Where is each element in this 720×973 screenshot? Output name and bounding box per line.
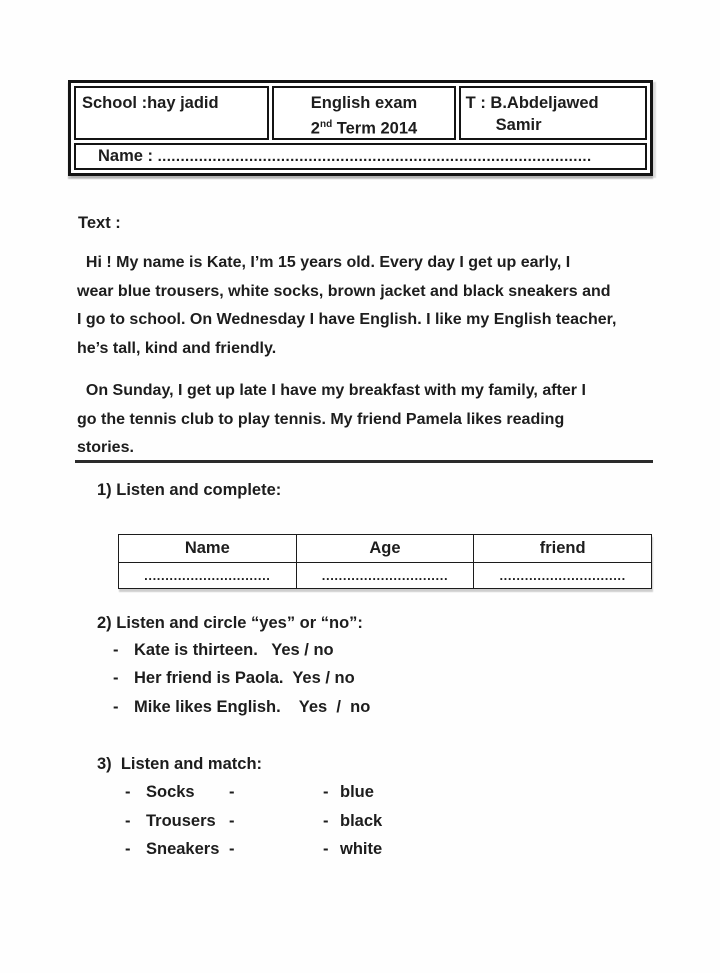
name-field: [74, 143, 647, 170]
match-right-white: white: [340, 840, 383, 858]
question-3-heading: 3) Listen and match:: [97, 755, 263, 773]
match-row: [125, 812, 382, 841]
bullet-dash: -: [323, 811, 329, 830]
answer-blank-friend: ..............................: [474, 563, 652, 589]
term-ordinal-suffix: nd: [319, 119, 333, 130]
text-section-label: Text :: [78, 214, 121, 232]
header-row-1: [74, 86, 647, 140]
bullet-dash: -: [113, 697, 119, 716]
term-year: Term 2014: [332, 119, 418, 138]
reading-paragraph-2: [77, 377, 586, 463]
paragraph-line: stories.: [77, 439, 134, 456]
exam-title-cell: [272, 86, 455, 140]
header-table: [68, 80, 653, 176]
match-right-blue: blue: [340, 783, 374, 801]
column-header-age: Age: [296, 535, 474, 563]
match-left-trousers: Trousers: [146, 811, 216, 830]
bullet-dash: -: [113, 641, 119, 659]
teacher-line2: Samir: [495, 116, 542, 134]
match-connector-dash: -: [229, 783, 235, 801]
exam-title-line1: English exam: [310, 94, 418, 112]
answer-blank-age: ..............................: [296, 563, 474, 589]
bullet-dash: -: [125, 840, 131, 858]
divider-line: [75, 460, 653, 463]
bullet-dash: -: [323, 783, 329, 801]
term-number: 2: [310, 119, 320, 138]
column-header-name: Name: [119, 535, 297, 563]
paragraph-line: wear blue trousers, white socks, brown jacket and black sneakers and: [77, 282, 611, 300]
school-label: School :hay jadid: [82, 94, 219, 112]
list-item: [113, 641, 370, 669]
name-label: Name :: [98, 147, 158, 165]
match-right-black: black: [340, 811, 383, 830]
circle-statement-1: Kate is thirteen. Yes / no: [134, 641, 334, 659]
circle-statement-2: Her friend is Paola. Yes / no: [134, 669, 355, 688]
circle-yes-no-list: [113, 641, 370, 726]
paragraph-line: On Sunday, I get up late I have my breakfast with my family, after I: [77, 382, 586, 399]
table-answer-row: [119, 563, 652, 589]
table-header-row: [119, 535, 652, 563]
teacher-cell: [459, 86, 647, 140]
paragraph-line: go the tennis club to play tennis. My friend Pamela likes reading: [77, 410, 565, 428]
teacher-line1: T : B.Abdeljawed: [465, 94, 599, 112]
list-item: [113, 698, 370, 726]
bullet-dash: -: [125, 811, 131, 830]
match-row: [125, 840, 382, 869]
match-list: [125, 783, 382, 869]
list-item: [113, 669, 370, 697]
school-cell: [74, 86, 269, 140]
answer-blank-name: ..............................: [119, 563, 297, 589]
paragraph-line: he’s tall, kind and friendly.: [77, 339, 277, 357]
exam-title-line2: [274, 114, 453, 140]
circle-statement-3: Mike likes English. Yes / no: [134, 697, 371, 716]
bullet-dash: -: [125, 783, 131, 801]
match-left-socks: Socks: [146, 783, 195, 801]
question-1-heading: 1) Listen and complete:: [97, 481, 282, 499]
match-row: [125, 783, 382, 812]
match-connector-dash: -: [229, 811, 235, 830]
question-2-heading: 2) Listen and circle “yes” or “no”:: [97, 614, 363, 632]
column-header-friend: friend: [474, 535, 652, 563]
name-blank-line: ...............................................................................................: [157, 148, 592, 165]
match-left-sneakers: Sneakers: [146, 840, 220, 858]
bullet-dash: -: [113, 669, 119, 688]
bullet-dash: -: [323, 840, 329, 858]
listen-complete-table: [118, 534, 652, 589]
match-connector-dash: -: [229, 840, 235, 858]
reading-paragraph-1: [77, 249, 616, 363]
paragraph-line: Hi ! My name is Kate, I’m 15 years old. Every day I get up early, I: [77, 254, 571, 271]
paragraph-line: I go to school. On Wednesday I have English. I like my English teacher,: [77, 311, 617, 328]
